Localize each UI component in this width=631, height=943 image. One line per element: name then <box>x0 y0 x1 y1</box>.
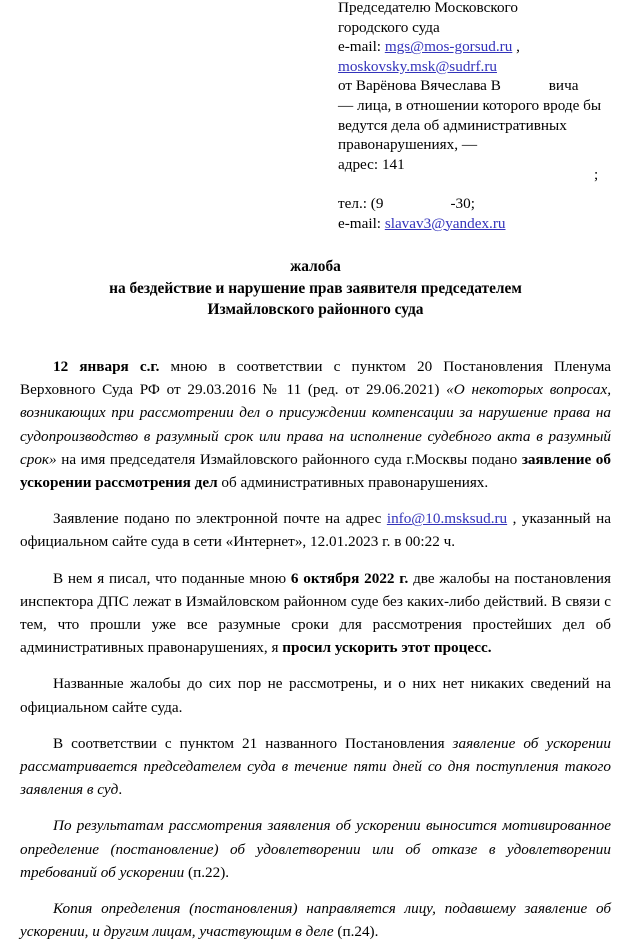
applicant-name-redacted <box>501 76 549 96</box>
email-label-3: e-mail: <box>338 214 382 232</box>
p3-date: 6 октября 2022 г. <box>290 569 409 587</box>
p1-text-2: на имя председателя Измайловского районного суда г.Москвы подано <box>56 450 522 468</box>
email-link-mgs[interactable]: mgs@mos-gorsud.ru <box>384 38 513 56</box>
email-label-1: e-mail: <box>338 38 382 56</box>
applicant-description: — лица, в отношении которого вроде бы ведутся дела об административных правонарушениях, — <box>338 96 602 154</box>
phone-suffix: -30; <box>450 194 475 212</box>
p4-text: Названные жалобы до сих пор не рассмотрены, и о них нет никаких сведений на официальном сайте суда. <box>20 675 611 716</box>
paragraph-6 <box>20 814 611 884</box>
title-line-1: жалоба <box>290 258 341 275</box>
addressee-header <box>338 0 610 233</box>
paragraph-5 <box>20 732 611 802</box>
p2-text-2: , указанный на официальном сайте суда в сети «Интернет», 12.01.2023 г. в 00:22 ч. <box>20 510 611 551</box>
p3-bold-statement: просил ускорить этот процесс. <box>282 639 492 657</box>
phone-redacted <box>383 194 450 214</box>
p5-text-2: . <box>118 781 123 799</box>
email-separator: , <box>512 38 520 56</box>
email-link-slavav3[interactable]: slavav3@yandex.ru <box>384 214 506 232</box>
p1-date: 12 января с.г. <box>53 358 160 375</box>
paragraph-1 <box>20 355 611 494</box>
p3-text-1: В нем я писал, что поданные мною <box>53 569 291 587</box>
addressee-line-2: городского суда <box>338 18 440 36</box>
applicant-name-suffix: вича <box>548 77 579 95</box>
addressee-email-row-2 <box>338 57 610 77</box>
applicant-address: адрес: 141 <box>338 155 405 173</box>
document-body <box>20 355 611 943</box>
paragraph-4 <box>20 672 611 718</box>
address-trailing-semicolon: ; <box>594 166 599 183</box>
applicant-phone-row <box>338 194 610 214</box>
phone-prefix: тел.: (9 <box>338 194 384 212</box>
p1-text-1: мною в соответствии с пунктом 20 Постановления Пленума Верховного Суда РФ от 29.03.2016 № 11 (ред. от 29.06.2021) <box>20 358 611 399</box>
p6-text-1: (п.22). <box>184 863 230 881</box>
address-spacer <box>338 174 610 194</box>
paragraph-2 <box>20 507 611 553</box>
email-link-moskovsky[interactable]: moskovsky.msk@sudrf.ru <box>338 57 497 75</box>
p5-text-1: В соответствии с пунктом 21 названного Постановления <box>53 734 453 752</box>
p5-citation: заявление об ускорении рассматривается председателем суда в течение пяти дней со дня поступления такого заявления в суд <box>20 734 611 799</box>
title-line-3: Измайловского районного суда <box>207 301 424 318</box>
email-link-info-msksud[interactable]: info@10.msksud.ru <box>386 510 508 528</box>
p7-citation: Копия определения (постановления) направляется лицу, подавшему заявление об ускорении, и другим лицам, участвующим в деле <box>20 900 611 941</box>
p6-citation: По результатам рассмотрения заявления об ускорении выносится мотивированное определение (постановление) об удовлетворении или об отказе в удовлетворении требований об ускорении <box>20 817 611 881</box>
applicant-name-prefix: от Варёнова Вячеслава В <box>338 77 501 95</box>
p2-text-1: Заявление подано по электронной почте на адрес <box>53 510 387 528</box>
document-title <box>20 256 611 321</box>
addressee-line-1: Председателю Московского <box>338 0 518 16</box>
applicant-name-row <box>338 76 610 96</box>
title-line-2: на бездействие и нарушение прав заявителя председателем <box>109 279 522 297</box>
p1-bold-statement: заявление об ускорении рассмотрения дел <box>20 450 611 492</box>
paragraph-7 <box>20 897 611 943</box>
p3-text-2: две жалобы на постановления инспектора ДПС лежат в Измайловском районном суде без каких-либо действий. В связи с тем, что прошли уже все разумные сроки для рассмотрения простейших дел об административных правонарушениях, я <box>20 569 611 657</box>
addressee-email-row-1 <box>338 37 610 57</box>
paragraph-3 <box>20 567 611 660</box>
p1-text-3: об административных правонарушениях. <box>217 474 489 492</box>
p7-text-1: (п.24). <box>333 923 379 941</box>
applicant-email-row <box>338 214 610 234</box>
p1-quote: «О некоторых вопросах, возникающих при рассмотрении дел о присуждении компенсации за нарушение права на судопроизводство в разумный срок или права на исполнение судебного акта в разумный срок» <box>20 381 611 468</box>
